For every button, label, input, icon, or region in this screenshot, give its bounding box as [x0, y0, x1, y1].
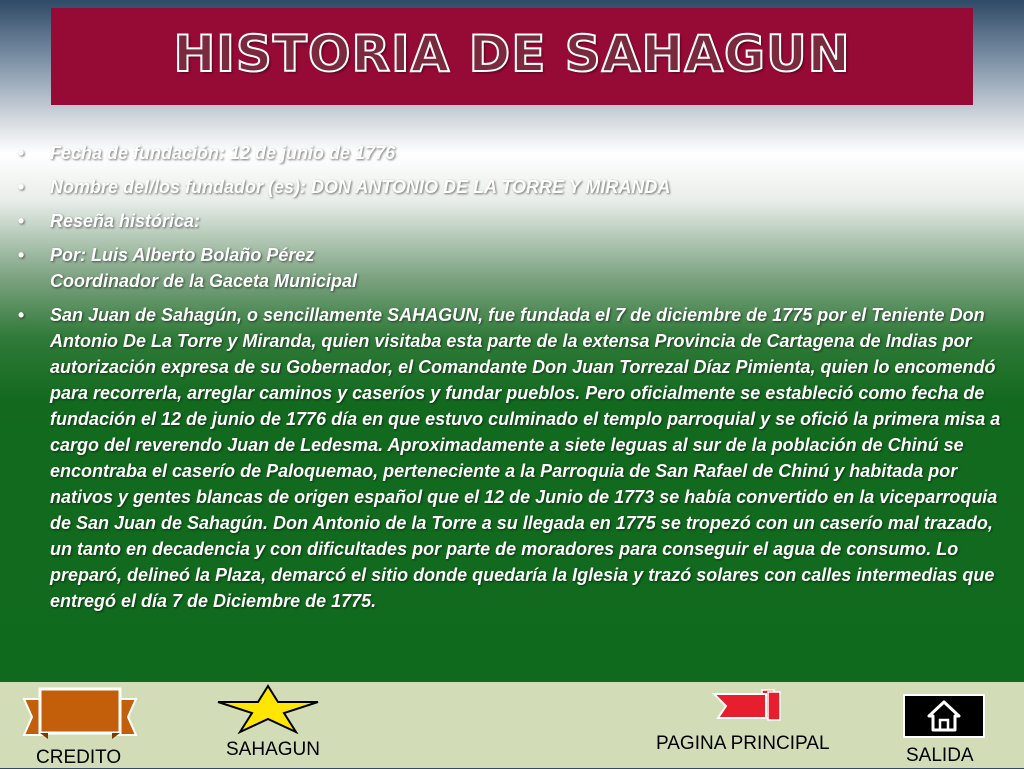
bullet-item-founding-date — [18, 140, 1018, 166]
sahagun-button[interactable] — [216, 684, 320, 734]
flag-icon — [712, 688, 782, 724]
sahagun-label[interactable]: SAHAGUN — [226, 739, 320, 760]
credito-button[interactable] — [22, 685, 138, 743]
star-icon — [216, 684, 320, 734]
bullet-item-history-paragraph — [18, 302, 1018, 614]
credito-label[interactable]: CREDITO — [36, 747, 122, 768]
bullet-marker: • — [18, 143, 25, 163]
salida-button[interactable] — [903, 694, 985, 738]
history-paragraph: San Juan de Sahagún, o sencillamente SAHAGUN, fue fundada el 7 de diciembre de 1775 por el Teniente Don Antonio De La Torre y Miranda, quien visitaba esta parte de la extensa Provincia de Cartagena de Indias por autorización expresa de su Gobernador, el Comandante Don Juan Torrezal Díaz Pimienta, quien lo encomendó para recorrerla, arreglar caminos y caseríos y fundar pueblos. Pero oficialmente se estableció como fecha de fundación el 12 de junio de 1776 día en que estuvo culminado el templo parroquial y se ofició la primera misa a cargo del reverendo Juan de Ledesma. Aproximadamente a siete leguas al sur de la población de Chinú se encontraba el caserío de Paloquemao, perteneciente a la Parroquia de San Rafael de Chinú y habitada por nativos y gentes blancas de origen español que el 12 de Junio de 1773 se había convertido en la viceparroquia de San Juan de Sahagún. Don Antonio de la Torre a su llegada en 1775 se tropezó con un caserío mal trazado, un tanto en decadencia y con dificultades por parte de moradores para conseguir el agua de consumo. Lo preparó, delineó la Plaza, demarcó el sitio donde quedaría la Iglesia y trazó solares con calles intermedias que entregó el día 7 de Diciembre de 1775. — [50, 305, 1001, 611]
author-role: Coordinador de la Gaceta Municipal — [50, 271, 358, 291]
home-icon — [903, 694, 985, 738]
historical-review-heading: Reseña histórica: — [50, 211, 201, 231]
founding-date-text: Fecha de fundación: 12 de junio de 1776 — [50, 143, 396, 163]
bullet-marker: • — [18, 177, 25, 197]
bullet-marker: • — [18, 305, 25, 325]
title-banner — [51, 8, 973, 105]
founders-text: Nombre del/los fundador (es): DON ANTONIO DE LA TORRE Y MIRANDA — [50, 177, 671, 197]
bullet-marker: • — [18, 211, 25, 231]
bullet-item-historical-review — [18, 208, 1018, 234]
author-name: Por: Luis Alberto Bolaño Pérez — [50, 245, 315, 265]
salida-label[interactable]: SALIDA — [906, 745, 974, 766]
pagina-principal-button[interactable] — [712, 688, 782, 724]
scroll-banner-icon — [22, 685, 138, 743]
bullet-item-founders — [18, 174, 1018, 200]
history-bullet-list — [18, 140, 1018, 622]
bottom-navigation-bar — [0, 682, 1024, 768]
bullet-marker: • — [18, 245, 25, 265]
bullet-item-author — [18, 242, 1018, 294]
page-title: HISTORIA DE SAHAGUN — [173, 24, 851, 83]
pagina-principal-label[interactable]: PAGINA PRINCIPAL — [656, 733, 830, 754]
